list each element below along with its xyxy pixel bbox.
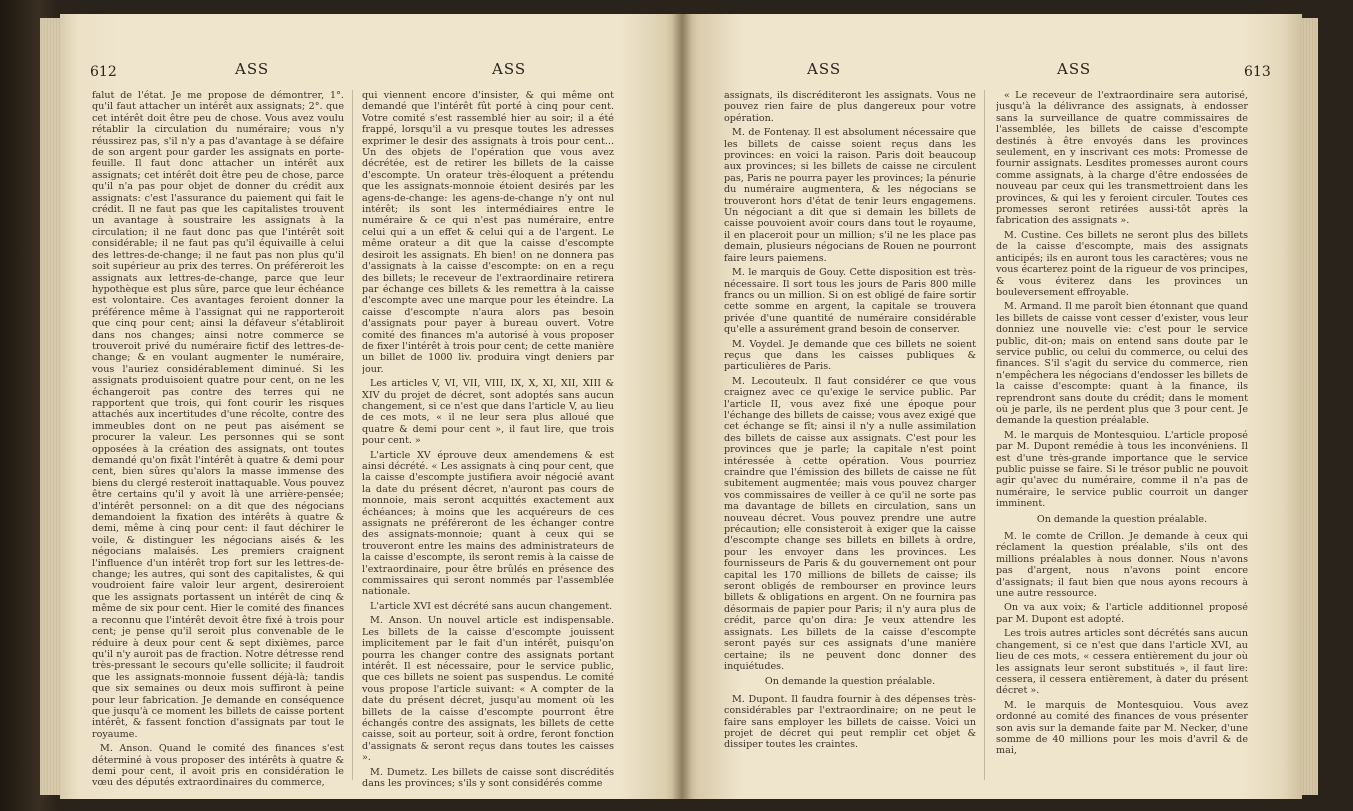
- book-gutter: [672, 14, 692, 799]
- page-number: 613: [1244, 64, 1271, 80]
- text-column-1: [92, 90, 344, 790]
- paragraph: M. Dumetz. Les billets de caisse sont discrédités dans les provinces; s'ils y sont considérés comme: [362, 766, 614, 789]
- running-head-left: ASS: [235, 60, 270, 78]
- paragraph: M. Dupont. Il faudra fournir à des dépenses très-considérables par l'extraordinaire; on ne peut le faire sans employer les billets de caisse. Voici un projet de décret qui peut remplir cet objet & dissiper toutes les craintes.: [724, 693, 976, 751]
- paragraph: « Le receveur de l'extraordinaire sera autorisé, jusqu'à la délivrance des assignats, à endosser sans la surveillance de quatre commissaires de l'assemblée, les billets de caisse d'escompte destinés à être envoyés dans les provinces seulement, en y inscrivant ces mots: Promesse de fournir assignats. Lesdites promesses auront cours comme assignats, à la charge d'être endossées de nouveau par ceux qui les transmettroient dans les provinces, & qui les y feroient circuler. Toutes ces promesses seront retirées aussi-tôt après la fabrication des assignats ».: [996, 90, 1248, 227]
- paragraph: Les trois autres articles sont décrétés sans aucun changement, si ce n'est que dans l'article XVI, au lieu de ces mots, « cessera entièrement du jour où les assignats leur seront substitués », il faut lire: cessera, il cessera entièrement, à dater du présent décret ».: [996, 628, 1248, 697]
- paragraph: M. Custine. Ces billets ne seront plus des billets de la caisse d'escompte, mais des assignats anticipés; ils en auront tous les caractères; vous ne vous écarterez point de la rigueur de vos principes, & vous éviterez dans les provinces un bouleversement effroyable.: [996, 229, 1248, 298]
- paragraph: M. Voydel. Je demande que ces billets ne soient reçus que dans les caisses publiques & particulières de Paris.: [724, 338, 976, 373]
- paragraph: M. Anson. Quand le comité des finances s'est déterminé à vous proposer des intérêts à quatre & demi pour cent, il avoit pris en considération le vœu des députés extraordinaires du commerce,: [92, 743, 344, 789]
- text-column-1: [724, 90, 976, 790]
- left-page-edges: [40, 18, 60, 795]
- paragraph: M. le marquis de Gouy. Cette disposition est très-nécessaire. Il sort tous les jours de Paris 800 mille francs ou un million. Si on est obligé de faire sortir cette somme en argent, la capitale se trouvera privée d'une quantité de numéraire considérable qu'elle a assurément grand besoin de conserver.: [724, 267, 976, 336]
- running-head-right: ASS: [1057, 60, 1092, 78]
- column-rule: [352, 90, 353, 780]
- paragraph: assignats, ils discréditeront les assignats. Vous ne pouvez rien faire de plus dangereux pour votre opération.: [724, 90, 976, 124]
- paragraph: L'article XV éprouve deux amendemens & est ainsi décrété. « Les assignats à cinq pour cent, que la caisse d'escompte justifiera avoir négocié avant la date du présent décret, n'auront pas cours de monnoie, mais seront acquittés exactement aux échéances; à moins que les acquéreurs de ces assignats ne préféreront de les échanger contre des assignats-monnoie; quant à ceux qui se trouveront entre les mains des administrateurs de la caisse d'escompte, ils seront remis à la caisse de l'extraordinaire, pour être brûlés en présence des commissaires qui seront nommés par l'assemblée nationale.: [362, 449, 614, 598]
- paragraph: Les articles V, VI, VII, VIII, IX, X, XI, XII, XIII & XIV du projet de décret, sont adoptés sans aucun changement, si ce n'est que dans l'article V, au lieu de ces mots, « il ne leur sera plus alloué que quatre & demi pour cent », il faut lire, que trois pour cent. »: [362, 378, 614, 447]
- right-page: [682, 14, 1302, 799]
- paragraph: L'article XVI est décrété sans aucun changement.: [370, 600, 613, 612]
- text-column-2: [996, 90, 1248, 790]
- page-number: 612: [90, 64, 117, 80]
- paragraph: falut de l'état. Je me propose de démontrer, 1°. qu'il faut attacher un intérêt aux assignats; 2°. que cet intérêt doit être peu de chose. Vous avez voulu rétablir la circulation du numéraire; vous n'y réussirez pas, s'il n'y a pas d'avantage à se défaire de son argent pour garder les assignats en porte-feuille. Il faut donc attacher un intérêt aux assignats; cet intérêt doit être peu de chose, parce qu'il n'a pas pour objet de donner du crédit aux assignats: c'est l'assurance du paiement qui fait le crédit. Il ne faut pas que les capitalistes trouvent un avantage à soustraire les assignats à la circulation; il ne faut donc pas que l'intérêt soit considérable; il ne faut pas qu'il équivaille à celui des lettres-de-change; il ne faut pas non plus qu'il soit supérieur au prix des terres. On préféreroit les assignats aux lettres-de-change, parce que leur hypothèque est plus sûre, parce que leur échéance est volontaire. Ces avantages feroient donner la préférence même à l'assignat qui ne rapporteroit que cinq pour cent; ainsi la défaveur s'établiroit dans nos changes; ainsi notre commerce se trouveroit privé du numéraire fictif des lettres-de-change; & en voulant augmenter le numéraire, vous l'auriez considérablement diminué. Si les assignats produisoient quatre pour cent, on ne les échangeroit pas contre des terres qui ne rapportent que trois, qui font courir les risques attachés aux incertitudes d'une récolte, contre des immeubles dont on ne peut pas aisément se procurer la valeur. Les personnes qui se sont opposées à la création des assignats, ont toutes demandé qu'on fixât l'intérêt à quatre & demi pour cent, bien sûres qu'alors la masse immense des biens du clergé resteroit inattaquable. Vous pouvez être certains qu'il y avoit là une arrière-pensée; d'intérêt personnel: on a dit que des négocians demandoient la fixation des intérêts à quatre & demi, même à cinq pour cent: il faut déchirer le voile, & distinguer les négocians aisés & les négocians malaisés. Les premiers craignent l'influence d'un intérêt trop fort sur les lettres-de-change; les autres, qui sont des capitalistes, & qui voudroient faire valoir leur argent, desireroient que les assignats portassent un intérêt de cinq & même de six pour cent. Hier le comité des finances a reconnu que l'intérêt devoit être fixé à trois pour cent; je pense qu'il seroit plus convenable de le réduire à deux pour cent & sept dixièmes, parce qu'il n'y auroit pas de fraction. Notre détresse rend très-pressant le secours qu'elle sollicite; il faudroit que les assignats-monnoie fussent déjà-là; tandis que six semaines ou deux mois suffiront à peine pour leur fabrication. Je demande en conséquence que jusqu'à ce moment les billets de caisse portent intérêt, & fassent fonction d'assignats par tout le royaume.: [92, 90, 344, 740]
- paragraph: M. le marquis de Montesquiou. Vous avez ordonné au comité des finances de vous présenter son avis sur la demande faite par M. Necker, d'une somme de 40 millions pour les mois d'avril & de mai,: [996, 699, 1248, 757]
- paragraph: M. le marquis de Montesquiou. L'article proposé par M. Dupont remédie à tous les inconvéniens. Il est d'une très-grande importance que le service public puisse se faire. Si le trésor public ne pouvoit agir qu'avec du numéraire, comme il n'a pas de numéraire, le service public courroit un danger imminent.: [996, 429, 1248, 510]
- paragraph: M. Armand. Il me paroît bien étonnant que quand les billets de caisse vont cesser d'exister, vous leur donniez une nouvelle vie: c'est pour le service public, dit-on; mais on entend sans doute par le service public, ou celui du commerce, ou celui des finances. S'il s'agit du service du commerce, rien n'empêchera les négocians d'endosser les billets de la caisse d'escompte: quant à la finance, ils reprendront sans doute du crédit; dans le moment où je parle, ils ne perdent plus que 3 pour cent. Je demande la question préalable.: [996, 301, 1248, 427]
- paragraph: On demande la question préalable.: [764, 676, 936, 688]
- paragraph: M. de Fontenay. Il est absolument nécessaire que les billets de caisse soient reçus dans les provinces: en voici la raison. Paris doit beaucoup aux provinces; si les billets de caisse ne circulent pas, Paris ne pourra payer les provinces; la pénurie du numéraire augmentera, & les négocians se trouveront hors d'état de tenir leurs engagemens. Un négociant a dit que si demain les billets de caisse pouvoient avoir cours dans tout le royaume, il en placeroit pour un million; s'il ne les place pas demain, plusieurs négocians de Rouen ne pourront faire leurs paiemens.: [724, 127, 976, 264]
- running-head-left: ASS: [807, 60, 842, 78]
- paragraph: M. Lecouteulx. Il faut considérer ce que vous craignez avec ce qu'exige le service public. Par l'article II, vous avez fixé une époque pour l'échange des billets de caisse; vous avez exigé que cet échange se fît; ainsi il n'y a nulle assimilation des billets de caisse aux assignats. C'est pour les provinces que je parle; la capitale n'est point intéressée à cette opération. Vous pourriez craindre que l'émission des billets de caisse ne fût subitement augmentée; mais vous pouvez charger vos commissaires de veiller à ce qu'il ne sorte pas ma davantage de billets en circulation, sans un nouveau décret. Vous pouvez prendre une autre précaution; elle consisteroit à exiger que la caisse d'escompte change ses billets en billets à ordre, pour les envoyer dans les provinces. Les fournisseurs de Paris & du gouvernement ont pour capital les 170 millions de billets de caisse; ils seront obligés de rembourser en province leurs billets & obligations en argent. On ne fournira pas désormais de papier pour Paris; il n'y aura plus de crédit, parce qu'on dira: Je veux attendre les assignats. Les billets de la caisse d'escompte seront payés sur ces assignats d'une manière certaine; ils ne peuvent donc donner des inquiétudes.: [724, 375, 976, 672]
- text-column-2: [362, 90, 614, 790]
- paragraph: M. Anson. Un nouvel article est indispensable. Les billets de la caisse d'escompte jouissent implicitement par le fait d'un intérêt, puisqu'on pourra les changer contre des assignats portant intérêt. Il est nécessaire, pour le service public, que ces billets ne soient pas suspendus. Le comité vous propose l'article suivant: « A compter de la date du présent décret, jusqu'au moment où les billets de la caisse d'escompte pourront être échangés contre des assignats, les billets de cette caisse, soit au porteur, soit à ordre, feront fonction d'assignats & seront reçus dans toutes les caisses ».: [362, 615, 614, 764]
- paragraph: M. le comte de Crillon. Je demande à ceux qui réclament la question préalable, s'ils ont des millions préalables à nous donner. Nous n'avons pas d'argent, nous n'avons point encore d'assignats; il faut bien que nous ayons recours à une autre ressource.: [996, 531, 1248, 600]
- left-page: [60, 14, 682, 799]
- paragraph: On va aux voix; & l'article additionnel proposé par M. Dupont est adopté.: [996, 602, 1248, 625]
- paragraph: On demande la question préalable.: [1036, 513, 1208, 525]
- running-head-right: ASS: [492, 60, 527, 78]
- column-rule: [984, 90, 985, 780]
- right-page-edges: [1302, 18, 1318, 795]
- paragraph: qui viennent encore d'insister, & qui même ont demandé que l'intérêt fût porté à cinq pour cent. Votre comité s'est rassemblé hier au soir; il a été frappé, lorsqu'il a vu presque toutes les adresses exprimer le desir des assignats à trois pour cent... Un des objets de l'opération que vous avez décrétée, est de retirer les billets de la caisse d'escompte. Un orateur très-éloquent a prétendu que les assignats-monnoie étoient desirés par les agens-de-change: les agens-de-change n'y ont nul intérêt; ils sont les intermédiaires entre le numéraire & ce qui n'est pas numéraire, entre celui qui a un effet & celui qui a de l'argent. Le même orateur a dit que la caisse d'escompte desiroit les assignats. Eh bien! on ne donnera pas d'assignats à la caisse d'escompte: on en a reçu des billets; le receveur de l'extraordinaire retirera par échange ces billets & les remettra à la caisse d'escompte avec une marque pour les éteindre. La caisse d'escompte n'aura alors pas besoin d'assignats pour payer à bureau ouvert. Votre comité des finances m'a autorisé à vous proposer de fixer l'intérêt à trois pour cent; de cette manière un billet de 1000 liv. produira vingt deniers par jour.: [362, 90, 614, 375]
